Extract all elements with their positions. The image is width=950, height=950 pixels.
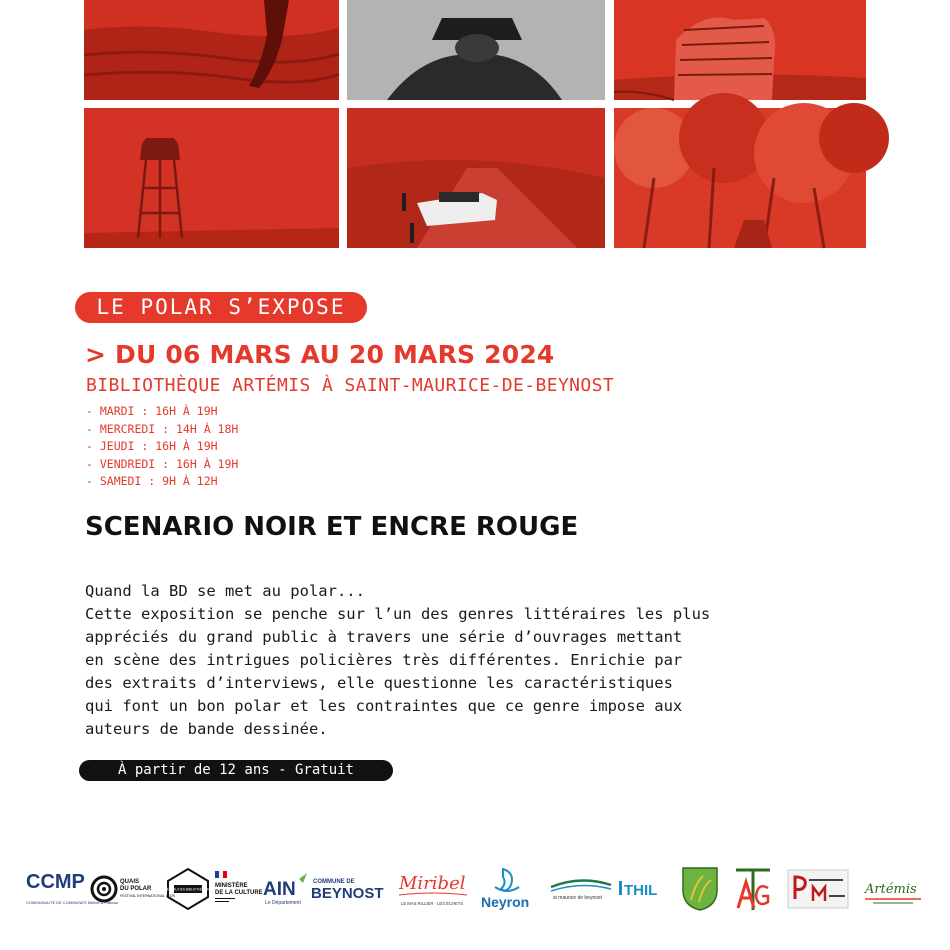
photo-road-car [347, 108, 605, 248]
intro-line: Quand la BD se met au polar... [85, 582, 365, 600]
photo-water-tower [84, 108, 339, 248]
description-line: des extraits d’interviews, elle questionne les caractéristiques [85, 674, 673, 692]
hours-item: - MARDI : 16H À 19H [86, 404, 218, 418]
exhibition-title: SCENARIO NOIR ET ENCRE ROUGE [85, 512, 579, 542]
description-line: auteurs de bande dessinée. [85, 720, 328, 738]
beynost-text: BEYNOST [311, 885, 384, 902]
logo-peoples-lettres [786, 862, 850, 916]
hours-item: - VENDREDI : 16H À 19H [86, 456, 239, 471]
audience-badge: À partir de 12 ans - Gratuit [79, 760, 393, 781]
partner-logos [24, 862, 929, 916]
logo-miribel [396, 862, 470, 916]
description-line: Cette exposition se penche sur l’un des genres littéraires les plus [85, 605, 711, 623]
exhibition-venue: BIBLIOTHÈQUE ARTÉMIS À SAINT-MAURICE-DE-BEYNOST [86, 375, 615, 396]
logo-artemis [862, 862, 924, 916]
photo-tower-building [614, 0, 866, 100]
description-line: appréciés du grand public à travers une série d’ouvrages mettant [85, 628, 683, 646]
logo-ain-departement [262, 862, 310, 916]
ccmp-letters: CCMP [26, 871, 85, 893]
quais-line1: QUAIS [120, 879, 140, 885]
ain-subtitle: Le Département [265, 900, 301, 906]
hours-item: - JEUDI : 16H À 19H [86, 439, 218, 453]
beynost-small-text: COMMUNE DE [313, 879, 355, 885]
description-line: qui font un bon polar et les contraintes que ce genre impose aux [85, 697, 683, 715]
logo-thil [616, 862, 672, 916]
stmaurice-text: st maurice de beynost [553, 895, 602, 901]
logo-reseau-bibliotheques [162, 862, 214, 916]
logo-quais-du-polar [90, 862, 175, 916]
exhibition-dates: > DU 06 MARS AU 20 MARS 2024 [85, 340, 555, 369]
logo-agt [730, 862, 776, 916]
miribel-text: Miribel [399, 873, 466, 894]
description-line: en scène des intrigues policières très différentes. Enrichie par [85, 651, 683, 669]
hours-item: - SAMEDI : 9H À 12H [86, 474, 218, 488]
exhibition-description [85, 603, 865, 741]
exhibition-label: LE POLAR S’EXPOSE [75, 292, 367, 323]
photo-man-in-hat [347, 0, 605, 100]
neyron-text: Neyron [481, 894, 530, 910]
quais-subtitle: FESTIVAL INTERNATIONAL LYON [120, 894, 175, 898]
quais-line2: DU POLAR [120, 886, 152, 892]
photo-forest [614, 108, 866, 248]
logo-saint-maurice-de-beynost [548, 862, 614, 916]
hours-item: - MERCREDI : 14H À 18H [86, 421, 239, 436]
logo-crest-shield [678, 862, 722, 916]
ccmp-subtitle: COMMUNAUTÉ DE COMMUNES Miribel & Plateau [26, 900, 119, 905]
logo-ministere-culture [212, 862, 263, 916]
ministere-line2: DE LA CULTURE [215, 890, 263, 896]
photo-hand-in-water [84, 0, 339, 100]
logo-ccmp [24, 862, 119, 916]
ministere-line1: MINISTÈRE [215, 883, 248, 889]
logo-commune-beynost [310, 862, 388, 916]
thil-text: THIL [624, 882, 658, 899]
artemis-text: Artémis [865, 882, 917, 897]
logo-neyron [476, 862, 540, 916]
opening-hours [86, 403, 238, 491]
reseau-text: RÉSEAU DES BIBLIOTHÈQUES [164, 887, 212, 892]
ain-text: AIN [263, 879, 296, 900]
miribel-subtitle: LE MAS RILLIER · LES ÉCHETS [401, 901, 464, 906]
